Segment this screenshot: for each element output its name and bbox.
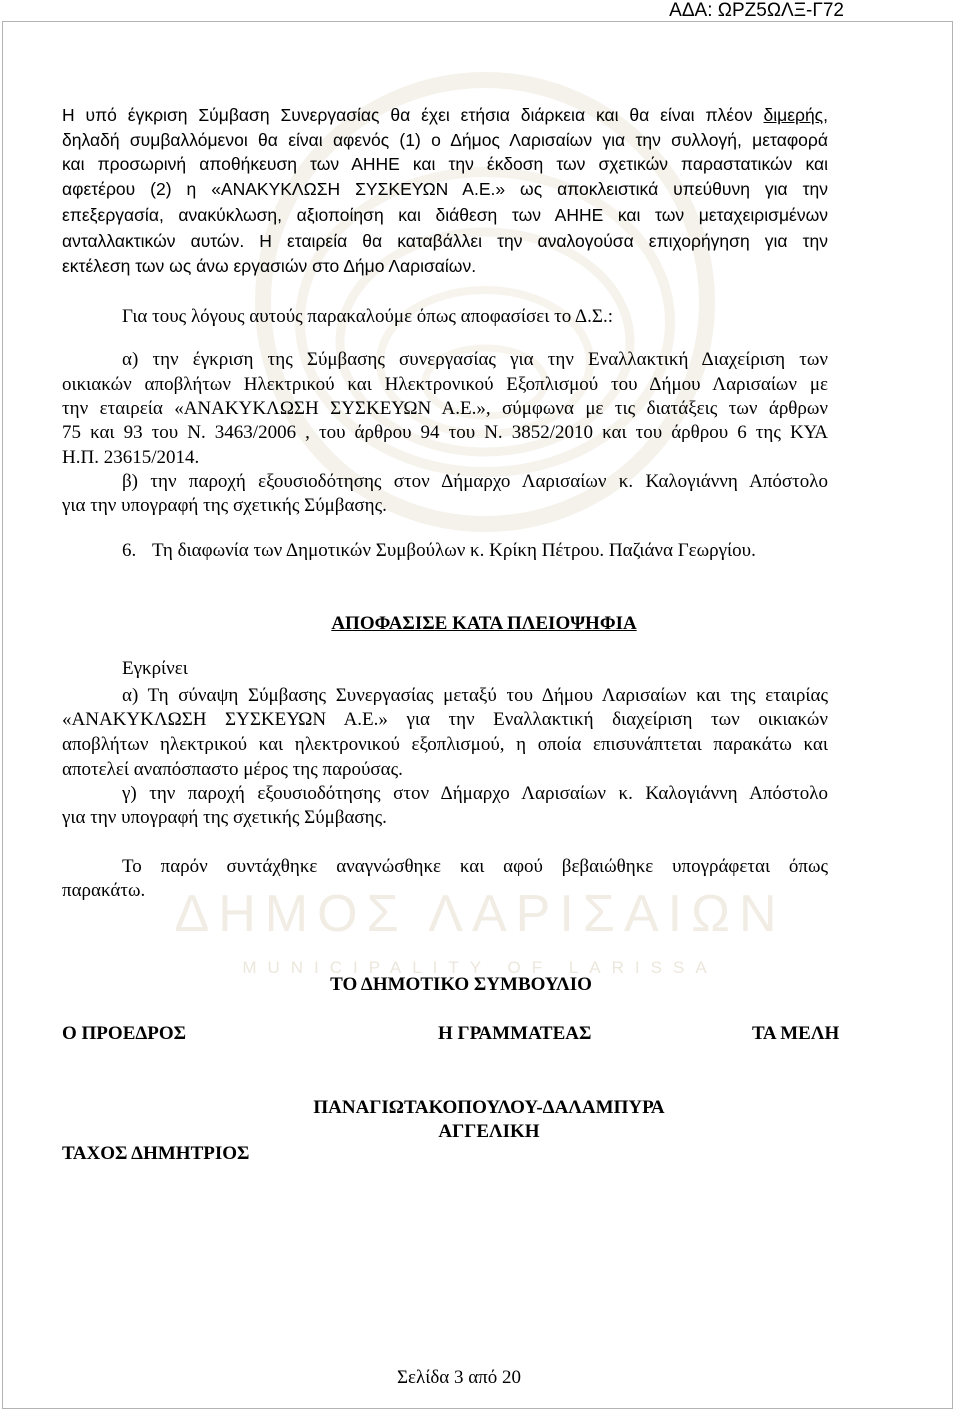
intro-line-punctuation: ,: [823, 105, 828, 125]
intro-line: δηλαδή συμβαλλόμενοι θα είναι αφενός (1) ο Δήμος Λαρισαίων για την συλλογή, μεταφορά: [62, 130, 828, 150]
intro-line: επεξεργασία, ανακύκλωση, αξιοποίηση και διάθεση των ΑΗΗΕ και των μεταχειρισμένων: [62, 205, 828, 225]
decision-item-a-line: αποτελεί αναπόσπαστο μέρος της παρούσας.: [62, 759, 403, 780]
request-item-a-line: Η.Π. 23615/2014.: [62, 447, 200, 468]
item-6-number: 6.: [122, 540, 137, 561]
closing-line: παρακάτω.: [62, 880, 146, 901]
page-number: Σελίδα 3 από 20: [396, 1367, 522, 1388]
secretary-name: ΑΓΓΕΛΙΚΗ: [438, 1121, 540, 1142]
ada-code: ΑΔΑ: ΩΡΖ5ΩΛΞ-Γ72: [669, 0, 844, 21]
secretary-title: Η ΓΡΑΜΜΑΤΕΑΣ: [438, 1023, 592, 1044]
council-heading: ΤΟ ΔΗΜΟΤΙΚΟ ΣΥΜΒΟΥΛΙΟ: [330, 974, 592, 995]
request-item-a-line: α) την έγκριση της Σύμβασης συνεργασίας για την Εναλλακτική Διαχείριση των: [122, 349, 828, 370]
decision-approves: Εγκρίνει: [122, 658, 188, 679]
closing-line: Το παρόν συντάχθηκε αναγνώσθηκε και αφού βεβαιώθηκε υπογράφεται όπως: [122, 856, 828, 877]
president-name: ΤΑΧΟΣ ΔΗΜΗΤΡΙΟΣ: [62, 1143, 250, 1164]
watermark-subtitle: MUNICIPALITY OF LARISSA: [242, 958, 718, 977]
decision-heading: ΑΠΟΦΑΣΙΣΕ ΚΑΤΑ ΠΛΕΙΟΨΗΦΙΑ: [331, 613, 637, 634]
request-item-b-line: β) την παροχή εξουσιοδότησης στον Δήμαρχο Λαρισαίων κ. Καλογιάννη Απόστολο: [122, 471, 828, 492]
decision-item-a-line: α) Τη σύναψη Σύμβασης Συνεργασίας μεταξύ του Δήμου Λαρισαίων και της εταιρίας: [122, 685, 828, 706]
item-6-text: Τη διαφωνία των Δημοτικών Συμβούλων κ. Κρίκη Πέτρου. Παζιάνα Γεωργίου.: [152, 540, 756, 561]
request-item-a-line: την εταιρεία «ΑΝΑΚΥΚΛΩΣΗ ΣΥΣΚΕΥΩΝ Α.Ε.», σύμφωνα με τις διατάξεις των άρθρων: [62, 398, 828, 419]
secretary-name: ΠΑΝΑΓΙΩΤΑΚΟΠΟΥΛΟΥ-ΔΑΛΑΜΠΥΡΑ: [313, 1097, 665, 1118]
underlined-word: διμερής: [763, 105, 824, 125]
watermark-title: ΔΗΜΟΣ ΛΑΡΙΣΑΙΩΝ: [174, 885, 786, 943]
request-lead: Για τους λόγους αυτούς παρακαλούμε όπως αποφασίσει το Δ.Σ.:: [122, 306, 613, 327]
request-item-a-line: 75 και 93 του Ν. 3463/2006 , του άρθρου 94 του Ν. 3852/2010 και του άρθρου 6 της ΚΥΑ: [62, 422, 828, 443]
intro-line: [62, 103, 828, 127]
request-item-b-line: για την υπογραφή της σχετικής Σύμβασης.: [62, 495, 387, 516]
intro-line: αφετέρου (2) η «ΑΝΑΚΥΚΛΩΣΗ ΣΥΣΚΕΥΩΝ Α.Ε.» ως αποκλειστικά υπεύθυνη για την: [62, 179, 828, 199]
members-title: ΤΑ ΜΕΛΗ: [752, 1023, 840, 1044]
intro-line: και προσωρινή αποθήκευση των ΑΗΗΕ και την έκδοση των σχετικών παραστατικών και: [62, 154, 828, 174]
decision-item-a-line: αποβλήτων ηλεκτρικού και ηλεκτρονικού εξοπλισμού, η οποία επισυνάπτεται παρακάτω και: [62, 734, 828, 755]
decision-item-c-line: γ) την παροχή εξουσιοδότησης στον Δήμαρχο Λαρισαίων κ. Καλογιάννη Απόστολο: [122, 783, 828, 804]
intro-line: ανταλλακτικών αυτών. Η εταιρεία θα καταβάλλει την αναλογούσα επιχορήγηση για την: [62, 231, 828, 251]
request-item-a-line: οικιακών αποβλήτων Ηλεκτρικού και Ηλεκτρονικού Εξοπλισμού του Δήμου Λαρισαίων με: [62, 374, 828, 395]
intro-line-text: Η υπό έγκριση Σύμβαση Συνεργασίας θα έχει ετήσια διάρκεια και θα είναι πλέον: [62, 105, 753, 125]
president-title: Ο ΠΡΟΕΔΡΟΣ: [62, 1023, 187, 1044]
decision-item-c-line: για την υπογραφή της σχετικής Σύμβασης.: [62, 807, 387, 828]
decision-item-a-line: «ΑΝΑΚΥΚΛΩΣΗ ΣΥΣΚΕΥΩΝ Α.Ε.» για την Εναλλακτική διαχείριση των οικιακών: [62, 709, 828, 730]
intro-line: εκτέλεση των ως άνω εργασιών στο Δήμο Λαρισαίων.: [62, 256, 477, 276]
